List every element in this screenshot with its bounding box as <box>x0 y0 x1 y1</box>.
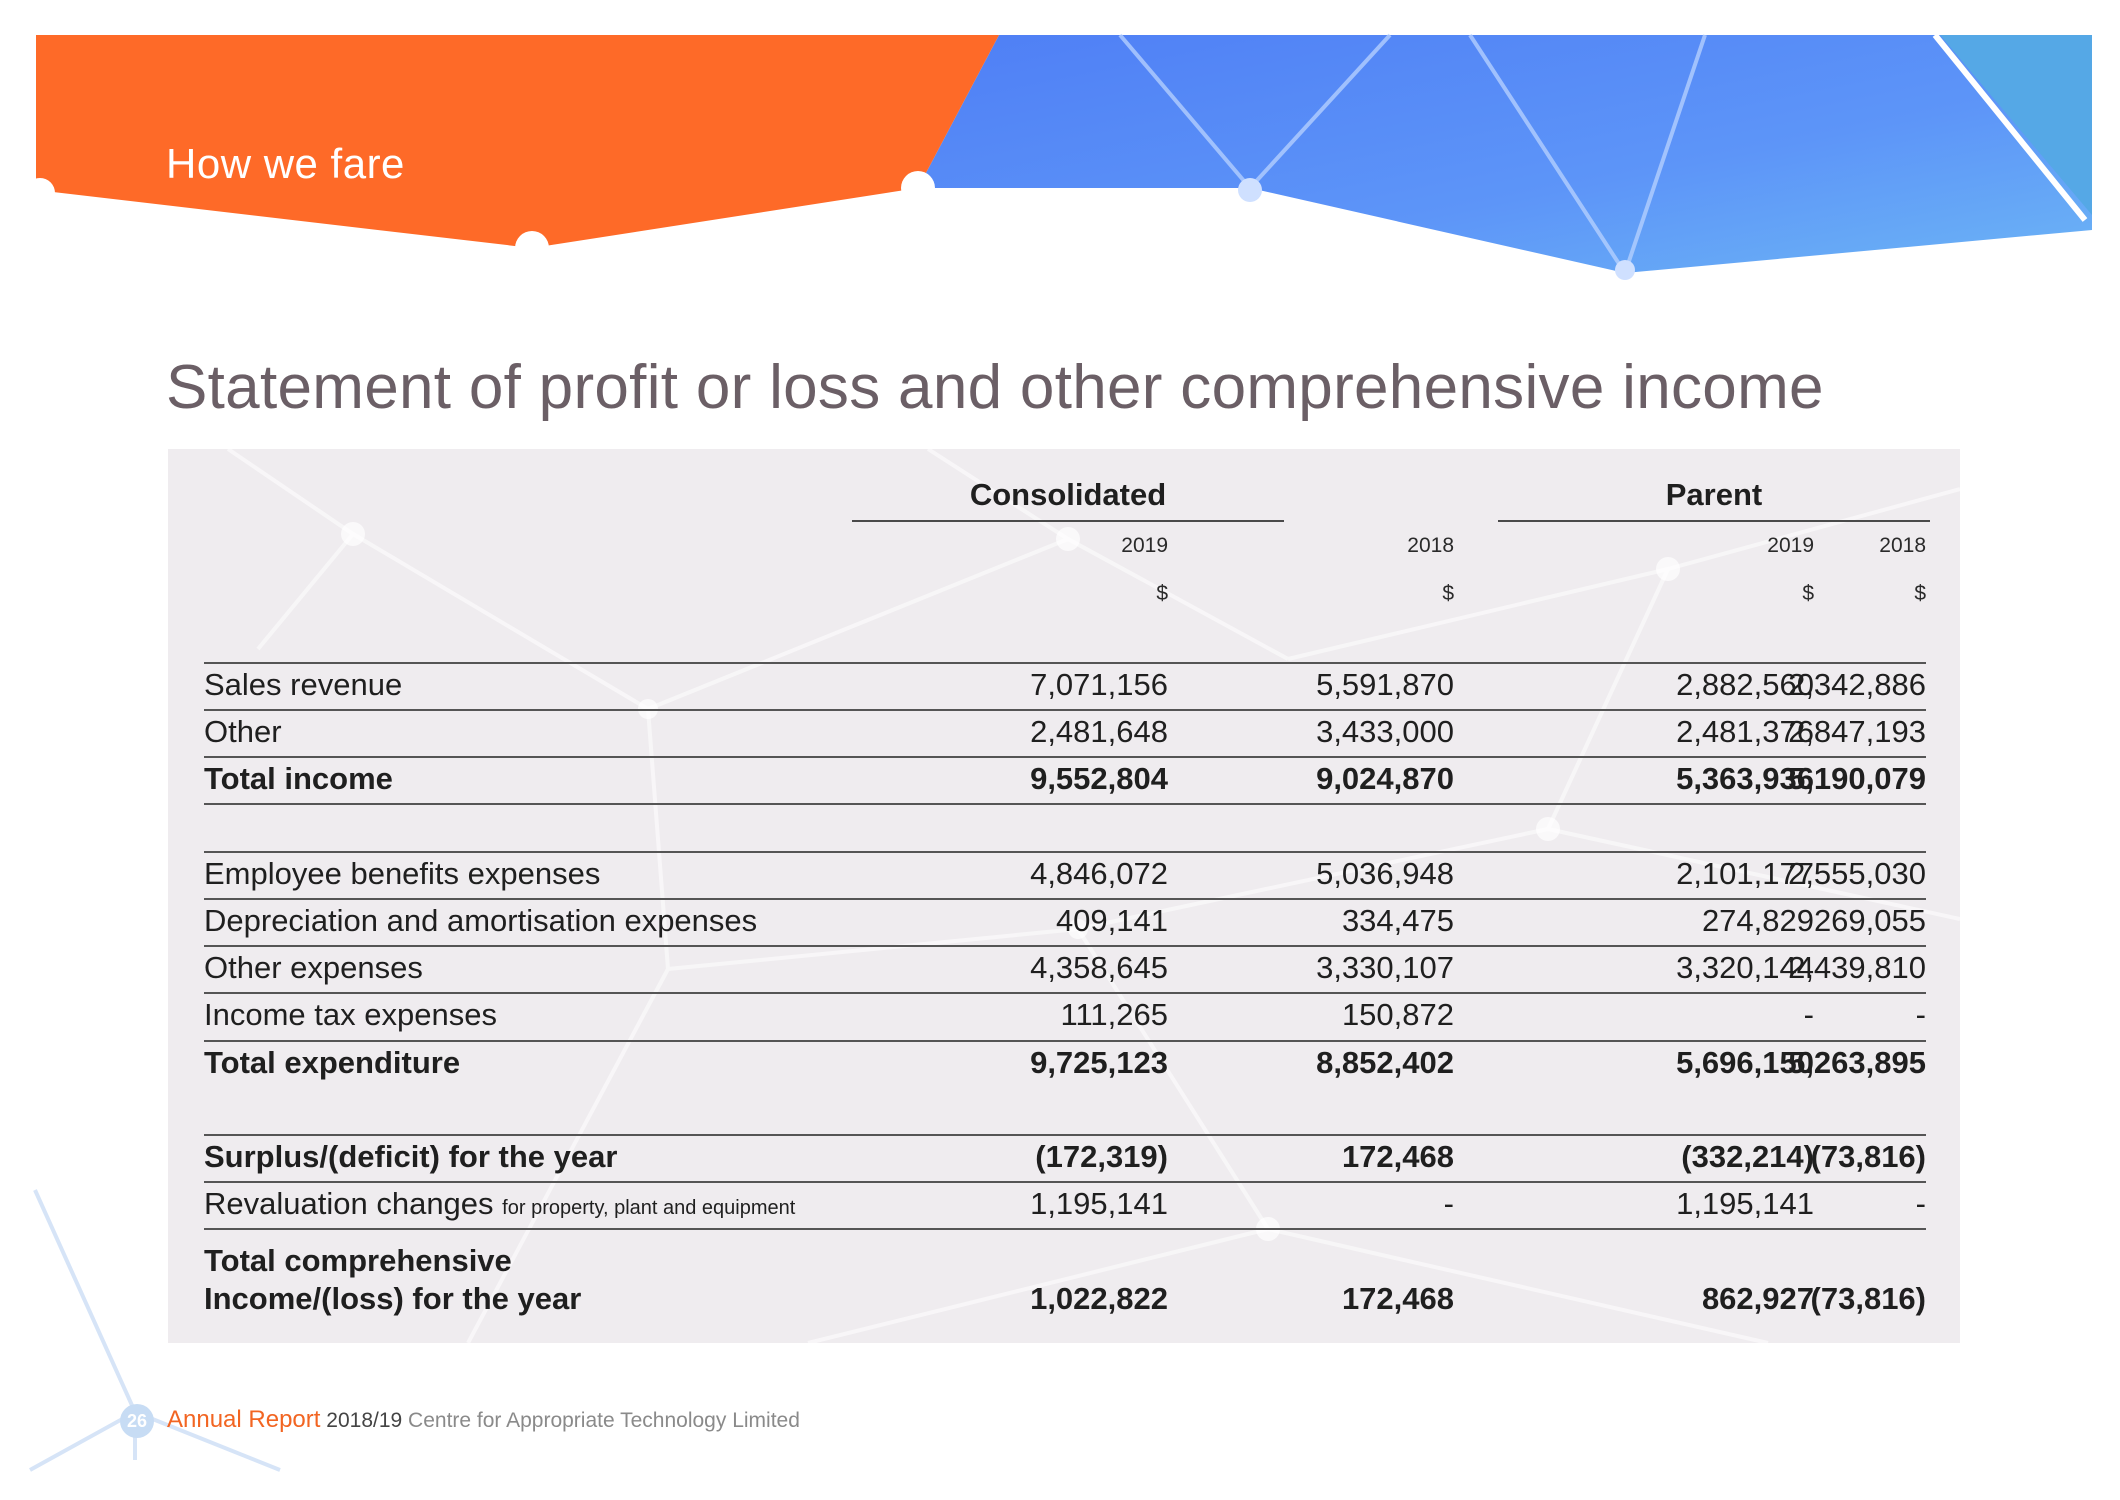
cell-surplus-cons-2019: (172,319) <box>1035 1139 1168 1174</box>
row-rule <box>204 756 1926 758</box>
revaluation-sublabel: for property, plant and equipment <box>502 1197 796 1219</box>
group-consolidated: Consolidated <box>969 477 1167 512</box>
cell-total-income-parent-2019: 5,363,936 <box>1676 761 1814 796</box>
year-consolidated-2019: 2019 <box>1121 534 1168 557</box>
group-consolidated-rule <box>852 520 1284 522</box>
cell-other-expenses-cons-2018: 3,330,107 <box>1316 950 1454 985</box>
cell-revaluation-cons-2018: - <box>1443 1186 1454 1221</box>
group-parent: Parent <box>1665 477 1763 512</box>
row-label-total-income: Total income <box>204 761 393 796</box>
cell-other-cons-2018: 3,433,000 <box>1316 714 1454 749</box>
cell-total-expenditure-parent-2018: 5,263,895 <box>1788 1045 1926 1080</box>
row-rule <box>204 945 1926 947</box>
row-rule <box>204 1181 1926 1183</box>
cell-sales-revenue-cons-2018: 5,591,870 <box>1316 667 1454 702</box>
cell-total-comprehensive-cons-2019: 1,022,822 <box>1030 1281 1168 1316</box>
cell-total-comprehensive-cons-2018: 172,468 <box>1341 1281 1454 1316</box>
cell-surplus-parent-2018: (73,816) <box>1810 1139 1926 1174</box>
cell-other-expenses-parent-2018: 2,439,810 <box>1788 950 1926 985</box>
cell-depreciation-parent-2019: 274,829 <box>1701 903 1814 938</box>
cell-revaluation-cons-2019: 1,195,141 <box>1030 1186 1168 1221</box>
cell-depreciation-cons-2018: 334,475 <box>1341 903 1454 938</box>
cell-depreciation-cons-2019: 409,141 <box>1055 903 1168 938</box>
cell-income-tax-parent-2018: - <box>1915 997 1926 1032</box>
row-rule <box>204 898 1926 900</box>
cell-other-expenses-parent-2019: 3,320,144 <box>1676 950 1814 985</box>
cell-total-income-parent-2018: 5,190,079 <box>1788 761 1926 796</box>
row-rule <box>204 851 1926 853</box>
row-label-depreciation: Depreciation and amortisation expenses <box>204 903 758 938</box>
footer-org: Centre for Appropriate Technology Limited <box>408 1409 800 1432</box>
row-label-total-comprehensive-line2: Income/(loss) for the year <box>204 1281 582 1316</box>
cell-other-parent-2018: 2,847,193 <box>1788 714 1926 749</box>
cell-revaluation-parent-2018: - <box>1915 1186 1926 1221</box>
cell-employee-benefits-parent-2019: 2,101,177 <box>1676 856 1814 891</box>
cell-other-cons-2019: 2,481,648 <box>1030 714 1168 749</box>
page-number-badge: 26 <box>120 1404 154 1438</box>
row-label-sales-revenue: Sales revenue <box>204 667 403 702</box>
year-parent-2019: 2019 <box>1767 534 1814 557</box>
row-rule <box>204 992 1926 994</box>
cell-employee-benefits-parent-2018: 2,555,030 <box>1788 856 1926 891</box>
page-title: Statement of profit or loss and other comprehensive income <box>166 353 1824 422</box>
banner-blue-shape <box>918 35 2092 273</box>
cell-total-expenditure-cons-2018: 8,852,402 <box>1316 1045 1454 1080</box>
currency-parent-2019: $ <box>1802 582 1814 605</box>
currency-consolidated-2019: $ <box>1156 582 1168 605</box>
cell-employee-benefits-cons-2018: 5,036,948 <box>1316 856 1454 891</box>
footer <box>167 1406 800 1434</box>
cell-total-income-cons-2019: 9,552,804 <box>1030 761 1168 796</box>
row-label-other-expenses: Other expenses <box>204 950 423 985</box>
row-rule <box>204 1134 1926 1136</box>
footer-year: 2018/19 <box>326 1409 403 1432</box>
cell-other-expenses-cons-2019: 4,358,645 <box>1030 950 1168 985</box>
cell-sales-revenue-parent-2019: 2,882,560 <box>1676 667 1814 702</box>
cell-other-parent-2019: 2,481,376 <box>1676 714 1814 749</box>
currency-parent-2018: $ <box>1914 582 1926 605</box>
currency-consolidated-2018: $ <box>1442 582 1454 605</box>
decorative-network-lines <box>0 1160 320 1500</box>
cell-total-expenditure-parent-2019: 5,696,150 <box>1676 1045 1814 1080</box>
statement-table-panel <box>168 449 1960 1343</box>
year-consolidated-2018: 2018 <box>1407 534 1454 557</box>
row-label-other: Other <box>204 714 282 749</box>
cell-total-expenditure-cons-2019: 9,725,123 <box>1030 1045 1168 1080</box>
row-rule <box>204 803 1926 805</box>
cell-employee-benefits-cons-2019: 4,846,072 <box>1030 856 1168 891</box>
cell-total-comprehensive-parent-2019: 862,927 <box>1701 1281 1814 1316</box>
group-parent-rule <box>1498 520 1930 522</box>
cell-income-tax-cons-2019: 111,265 <box>1060 997 1168 1032</box>
row-label-surplus-deficit: Surplus/(deficit) for the year <box>204 1139 618 1174</box>
row-label-total-expenditure: Total expenditure <box>204 1045 461 1080</box>
section-title: How we fare <box>166 140 405 187</box>
cell-surplus-parent-2019: (332,214) <box>1681 1139 1814 1174</box>
row-label-income-tax: Income tax expenses <box>204 997 497 1032</box>
cell-sales-revenue-parent-2018: 2,342,886 <box>1788 667 1926 702</box>
cell-income-tax-parent-2019: - <box>1803 997 1814 1032</box>
cell-total-income-cons-2018: 9,024,870 <box>1316 761 1454 796</box>
year-parent-2018: 2018 <box>1879 534 1926 557</box>
row-rule <box>204 709 1926 711</box>
footer-report: Annual Report <box>167 1406 321 1433</box>
revaluation-label: Revaluation changes <box>204 1186 494 1221</box>
cell-revaluation-parent-2019: 1,195,141 <box>1676 1186 1814 1221</box>
row-label-total-comprehensive-line1: Total comprehensive <box>204 1243 512 1278</box>
row-label-employee-benefits: Employee benefits expenses <box>204 856 601 891</box>
row-rule <box>204 1040 1926 1042</box>
cell-sales-revenue-cons-2019: 7,071,156 <box>1030 667 1168 702</box>
row-rule <box>204 662 1926 664</box>
cell-depreciation-parent-2018: 269,055 <box>1813 903 1926 938</box>
cell-income-tax-cons-2018: 150,872 <box>1341 997 1454 1032</box>
cell-total-comprehensive-parent-2018: (73,816) <box>1810 1281 1926 1316</box>
row-rule <box>204 1228 1926 1230</box>
cell-surplus-cons-2018: 172,468 <box>1341 1139 1454 1174</box>
